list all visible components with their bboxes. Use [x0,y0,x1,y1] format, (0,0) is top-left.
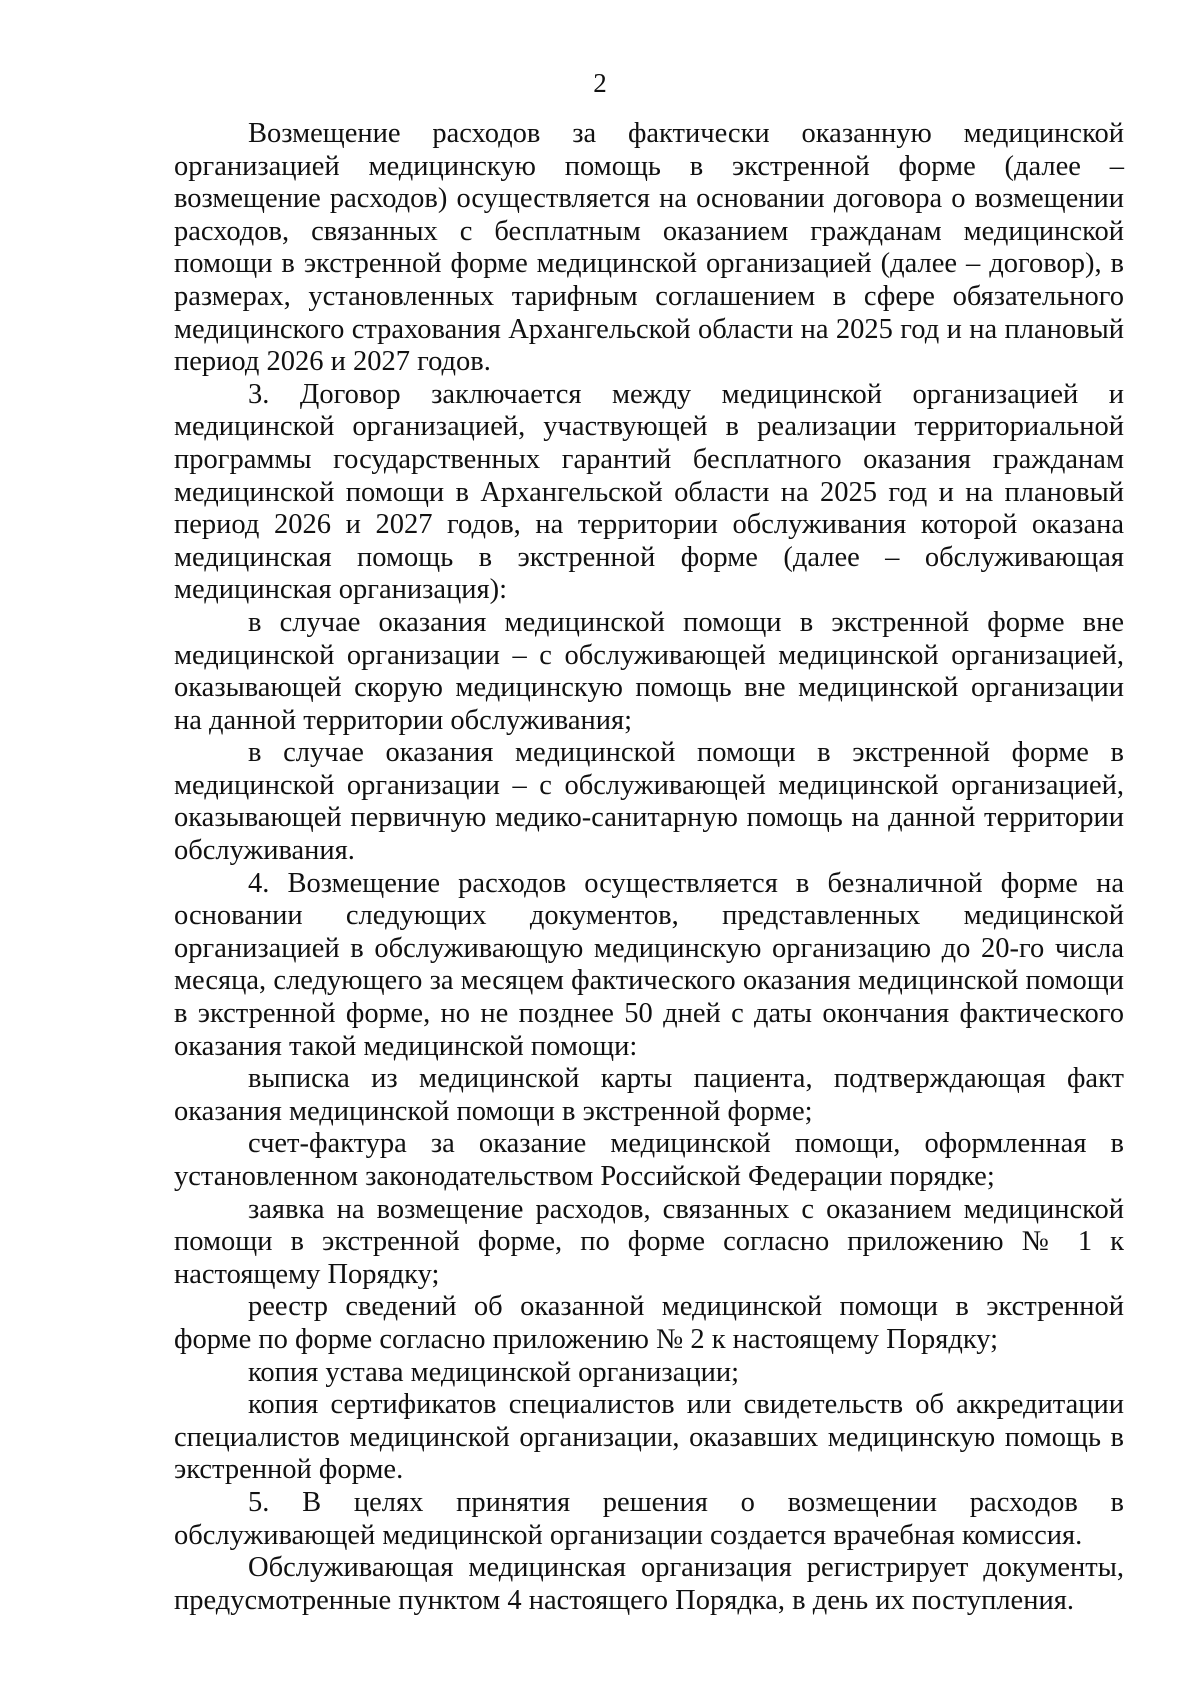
paragraph-inside-organization-case: в случае оказания медицинской помощи в экстренной форме в медицинской организации – с обслуживающей медицинской организацией, оказывающей первичную медико-санитарную помощь на данной территории обслуживания. [174,737,1124,867]
list-item-care-registry: реестр сведений об оказанной медицинской помощи в экстренной форме по форме согласно приложению № 2 к настоящему Порядку; [174,1291,1124,1355]
paragraph-outside-organization-case: в случае оказания медицинской помощи в экстренной форме вне медицинской организации – с обслуживающей медицинской организацией, оказывающей скорую медицинскую помощь вне медицинской организации на данной территории обслуживания; [174,606,1124,736]
list-item-medical-record-extract: выписка из медицинской карты пациента, подтверждающая факт оказания медицинской помощи в экстренной форме; [174,1063,1124,1127]
list-item-invoice: счет-фактура за оказание медицинской помощи, оформленная в установленном законодательством Российской Федерации порядке; [174,1128,1124,1192]
list-item-reimbursement-request: заявка на возмещение расходов, связанных с оказанием медицинской помощи в экстренной форме, по форме согласно приложению № 1 к настоящему Порядку; [174,1193,1124,1290]
paragraph-item-3: 3. Договор заключается между медицинской организацией и медицинской организацией, участвующей в реализации территориальной программы государственных гарантий бесплатного оказания гражданам медицинской помощи в Архангельской области на 2025 год и на плановый период 2026 и 2027 годов, на территории обслуживания которой оказана медицинская помощь в экстренной форме (далее – обслуживающая медицинская организация): [174,378,1124,606]
paragraph-item-4: 4. Возмещение расходов осуществляется в безналичной форме на основании следующих документов, представленных медицинской организацией в обслуживающую медицинскую организацию до 20-го числа месяца, следующего за месяцем фактического оказания медицинской помощи в экстренной форме, но не позднее 50 дней с даты окончания фактического оказания такой медицинской помощи: [174,867,1124,1062]
paragraph-reimbursement-basis: Возмещение расходов за фактически оказанную медицинской организацией медицинскую помощь в экстренной форме (далее – возмещение расходов) осуществляется на основании договора о возмещении расходов, связанных с бесплатным оказанием гражданам медицинской помощи в экстренной форме медицинской организацией (далее – договор), в размерах, установленных тарифным соглашением в сфере обязательного медицинского страхования Архангельской области на 2025 год и на плановый период 2026 и 2027 годов. [174,118,1124,378]
page-number: 2 [593,68,607,98]
document-body [174,118,1124,1617]
paragraph-document-registration: Обслуживающая медицинская организация регистрирует документы, предусмотренные пунктом 4 настоящего Порядка, в день их поступления. [174,1552,1124,1616]
list-item-certificates-copy: копия сертификатов специалистов или свидетельств об аккредитации специалистов медицинской организации, оказавших медицинскую помощь в экстренной форме. [174,1389,1124,1486]
paragraph-item-5: 5. В целях принятия решения о возмещении расходов в обслуживающей медицинской организации создается врачебная комиссия. [174,1486,1124,1551]
list-item-charter-copy: копия устава медицинской организации; [248,1356,740,1388]
